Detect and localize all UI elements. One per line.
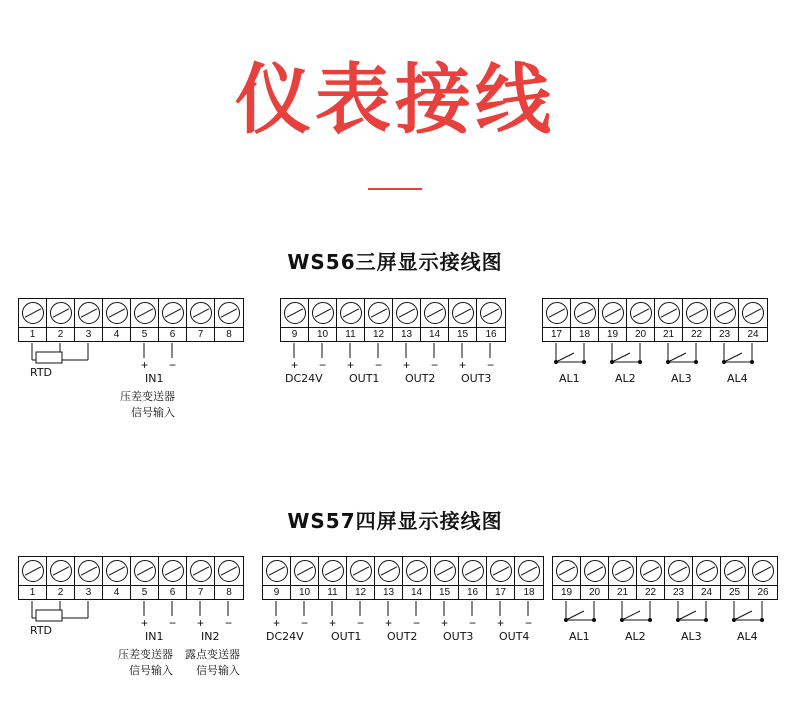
- terminal-23[interactable]: 23: [711, 299, 739, 341]
- terminal-10[interactable]: 10: [291, 557, 319, 599]
- terminal-strip: [542, 298, 768, 342]
- screw-icon: [162, 560, 184, 582]
- terminal-16[interactable]: 16: [459, 557, 487, 599]
- terminal-strip: [280, 298, 506, 342]
- screw-icon: [518, 560, 540, 582]
- terminal-2[interactable]: 2: [47, 557, 75, 599]
- screw-icon: [312, 302, 334, 324]
- section-title-ws57: WS57四屏显示接线图: [287, 509, 503, 533]
- al1-label: AL1: [569, 630, 590, 643]
- terminal-14[interactable]: 14: [403, 557, 431, 599]
- screw-icon: [50, 560, 72, 582]
- terminal-7[interactable]: 7: [187, 299, 215, 341]
- terminal-9[interactable]: 9: [263, 557, 291, 599]
- terminal-10[interactable]: 10: [309, 299, 337, 341]
- terminal-14[interactable]: 14: [421, 299, 449, 341]
- in1-plus-sign: +: [141, 358, 149, 372]
- in1-plus-sign: +: [141, 616, 149, 630]
- al1-label: AL1: [559, 372, 580, 385]
- terminal-5[interactable]: 5: [131, 557, 159, 599]
- terminal-11[interactable]: 11: [337, 299, 365, 341]
- ws56-input-terminal-block: [18, 298, 244, 342]
- in1-cn-line2: 信号输入: [131, 406, 175, 419]
- terminal-8[interactable]: 8: [215, 299, 243, 341]
- title-divider: [368, 188, 422, 190]
- terminal-21[interactable]: 21: [655, 299, 683, 341]
- screw-icon: [78, 560, 100, 582]
- screw-icon: [162, 302, 184, 324]
- out3-minus-sign: −: [469, 616, 477, 630]
- terminal-12[interactable]: 12: [347, 557, 375, 599]
- terminal-6[interactable]: 6: [159, 299, 187, 341]
- terminal-19[interactable]: 19: [599, 299, 627, 341]
- terminal-17[interactable]: 17: [487, 557, 515, 599]
- screw-icon: [490, 560, 512, 582]
- terminal-16[interactable]: 16: [477, 299, 505, 341]
- rtd-label: RTD: [30, 366, 53, 379]
- screw-icon: [668, 560, 690, 582]
- screw-icon: [696, 560, 718, 582]
- screw-icon: [378, 560, 400, 582]
- screw-icon: [50, 302, 72, 324]
- screw-icon: [546, 302, 568, 324]
- section-title-ws56: WS56三屏显示接线图: [287, 250, 503, 274]
- terminal-9[interactable]: 9: [281, 299, 309, 341]
- terminal-strip: [18, 556, 244, 600]
- al2-label: AL2: [625, 630, 646, 643]
- screw-icon: [480, 302, 502, 324]
- terminal-1[interactable]: 1: [19, 299, 47, 341]
- dc24v-label: DC24V: [285, 372, 323, 385]
- terminal-3[interactable]: 3: [75, 557, 103, 599]
- out3-plus-sign: +: [459, 358, 467, 372]
- terminal-20[interactable]: 20: [581, 557, 609, 599]
- out1-minus-sign: −: [357, 616, 365, 630]
- terminal-24[interactable]: 24: [693, 557, 721, 599]
- screw-icon: [714, 302, 736, 324]
- terminal-21[interactable]: 21: [609, 557, 637, 599]
- al3-label: AL3: [681, 630, 702, 643]
- screw-icon: [574, 302, 596, 324]
- terminal-4[interactable]: 4: [103, 299, 131, 341]
- in1-cn-line2: 信号输入: [129, 664, 173, 677]
- screw-icon: [630, 302, 652, 324]
- al4-label: AL4: [727, 372, 748, 385]
- screw-icon: [396, 302, 418, 324]
- out2-minus-sign: −: [431, 358, 439, 372]
- terminal-4[interactable]: 4: [103, 557, 131, 599]
- screw-icon: [612, 560, 634, 582]
- terminal-26[interactable]: 26: [749, 557, 777, 599]
- screw-icon: [658, 302, 680, 324]
- out3-plus-sign: +: [441, 616, 449, 630]
- in1-minus-sign: −: [169, 358, 177, 372]
- screw-icon: [406, 560, 428, 582]
- out4-plus-sign: +: [497, 616, 505, 630]
- out2-label: OUT2: [387, 630, 418, 643]
- ws57-power-output-terminal-block: [262, 556, 544, 600]
- screw-icon: [134, 560, 156, 582]
- dc24v-minus-sign: −: [301, 616, 309, 630]
- screw-icon: [686, 302, 708, 324]
- terminal-22[interactable]: 22: [637, 557, 665, 599]
- out2-label: OUT2: [405, 372, 436, 385]
- terminal-23[interactable]: 23: [665, 557, 693, 599]
- al4-label: AL4: [737, 630, 758, 643]
- dc24v-plus-sign: +: [291, 358, 299, 372]
- terminal-3[interactable]: 3: [75, 299, 103, 341]
- out2-plus-sign: +: [385, 616, 393, 630]
- out3-label: OUT3: [443, 630, 474, 643]
- terminal-15[interactable]: 15: [449, 299, 477, 341]
- screw-icon: [752, 560, 774, 582]
- screw-icon: [350, 560, 372, 582]
- terminal-6[interactable]: 6: [159, 557, 187, 599]
- screw-icon: [106, 302, 128, 324]
- screw-icon: [434, 560, 456, 582]
- terminal-1[interactable]: 1: [19, 557, 47, 599]
- out3-minus-sign: −: [487, 358, 495, 372]
- in2-cn-line1: 露点变送器: [185, 648, 240, 661]
- dc24v-minus-sign: −: [319, 358, 327, 372]
- ws56-power-output-terminal-block: [280, 298, 506, 342]
- rtd-label: RTD: [30, 624, 53, 637]
- terminal-5[interactable]: 5: [131, 299, 159, 341]
- out4-label: OUT4: [499, 630, 530, 643]
- terminal-17[interactable]: 17: [543, 299, 571, 341]
- terminal-24[interactable]: 24: [739, 299, 767, 341]
- out2-minus-sign: −: [413, 616, 421, 630]
- ws56-alarm-terminal-block: [542, 298, 768, 342]
- screw-icon: [134, 302, 156, 324]
- terminal-7[interactable]: 7: [187, 557, 215, 599]
- dc24v-plus-sign: +: [273, 616, 281, 630]
- screw-icon: [190, 302, 212, 324]
- screw-icon: [640, 560, 662, 582]
- in1-cn-line1: 压差变送器: [120, 390, 175, 403]
- ws57-alarm-terminal-block: [552, 556, 778, 600]
- screw-icon: [322, 560, 344, 582]
- screw-icon: [284, 302, 306, 324]
- dc24v-label: DC24V: [266, 630, 304, 643]
- terminal-18[interactable]: 18: [571, 299, 599, 341]
- terminal-8[interactable]: 8: [215, 557, 243, 599]
- in2-minus-sign: −: [225, 616, 233, 630]
- screw-icon: [106, 560, 128, 582]
- screw-icon: [602, 302, 624, 324]
- in2-plus-sign: +: [197, 616, 205, 630]
- terminal-11[interactable]: 11: [319, 557, 347, 599]
- in1-label: IN1: [145, 372, 164, 385]
- in1-cn-line1: 压差变送器: [118, 648, 173, 661]
- terminal-2[interactable]: 2: [47, 299, 75, 341]
- screw-icon: [462, 560, 484, 582]
- screw-icon: [266, 560, 288, 582]
- terminal-12[interactable]: 12: [365, 299, 393, 341]
- terminal-13[interactable]: 13: [375, 557, 403, 599]
- screw-icon: [22, 302, 44, 324]
- al3-label: AL3: [671, 372, 692, 385]
- in1-minus-sign: −: [169, 616, 177, 630]
- terminal-18[interactable]: 18: [515, 557, 543, 599]
- out4-minus-sign: −: [525, 616, 533, 630]
- out1-label: OUT1: [349, 372, 380, 385]
- terminal-15[interactable]: 15: [431, 557, 459, 599]
- in2-label: IN2: [201, 630, 220, 643]
- screw-icon: [340, 302, 362, 324]
- out1-plus-sign: +: [329, 616, 337, 630]
- screw-icon: [218, 302, 240, 324]
- screw-icon: [218, 560, 240, 582]
- terminal-22[interactable]: 22: [683, 299, 711, 341]
- terminal-19[interactable]: 19: [553, 557, 581, 599]
- terminal-25[interactable]: 25: [721, 557, 749, 599]
- out1-plus-sign: +: [347, 358, 355, 372]
- screw-icon: [368, 302, 390, 324]
- out3-label: OUT3: [461, 372, 492, 385]
- screw-icon: [294, 560, 316, 582]
- out1-label: OUT1: [331, 630, 362, 643]
- screw-icon: [22, 560, 44, 582]
- screw-icon: [78, 302, 100, 324]
- screw-icon: [556, 560, 578, 582]
- out1-minus-sign: −: [375, 358, 383, 372]
- terminal-20[interactable]: 20: [627, 299, 655, 341]
- screw-icon: [584, 560, 606, 582]
- screw-icon: [724, 560, 746, 582]
- al2-label: AL2: [615, 372, 636, 385]
- in1-label: IN1: [145, 630, 164, 643]
- screw-icon: [190, 560, 212, 582]
- terminal-strip: [18, 298, 244, 342]
- page-title: 仪表接线: [235, 55, 555, 144]
- out2-plus-sign: +: [403, 358, 411, 372]
- screw-icon: [424, 302, 446, 324]
- terminal-13[interactable]: 13: [393, 299, 421, 341]
- screw-icon: [452, 302, 474, 324]
- ws57-input-terminal-block: [18, 556, 244, 600]
- screw-icon: [742, 302, 764, 324]
- in2-cn-line2: 信号输入: [196, 664, 240, 677]
- terminal-strip: [552, 556, 778, 600]
- terminal-strip: [262, 556, 544, 600]
